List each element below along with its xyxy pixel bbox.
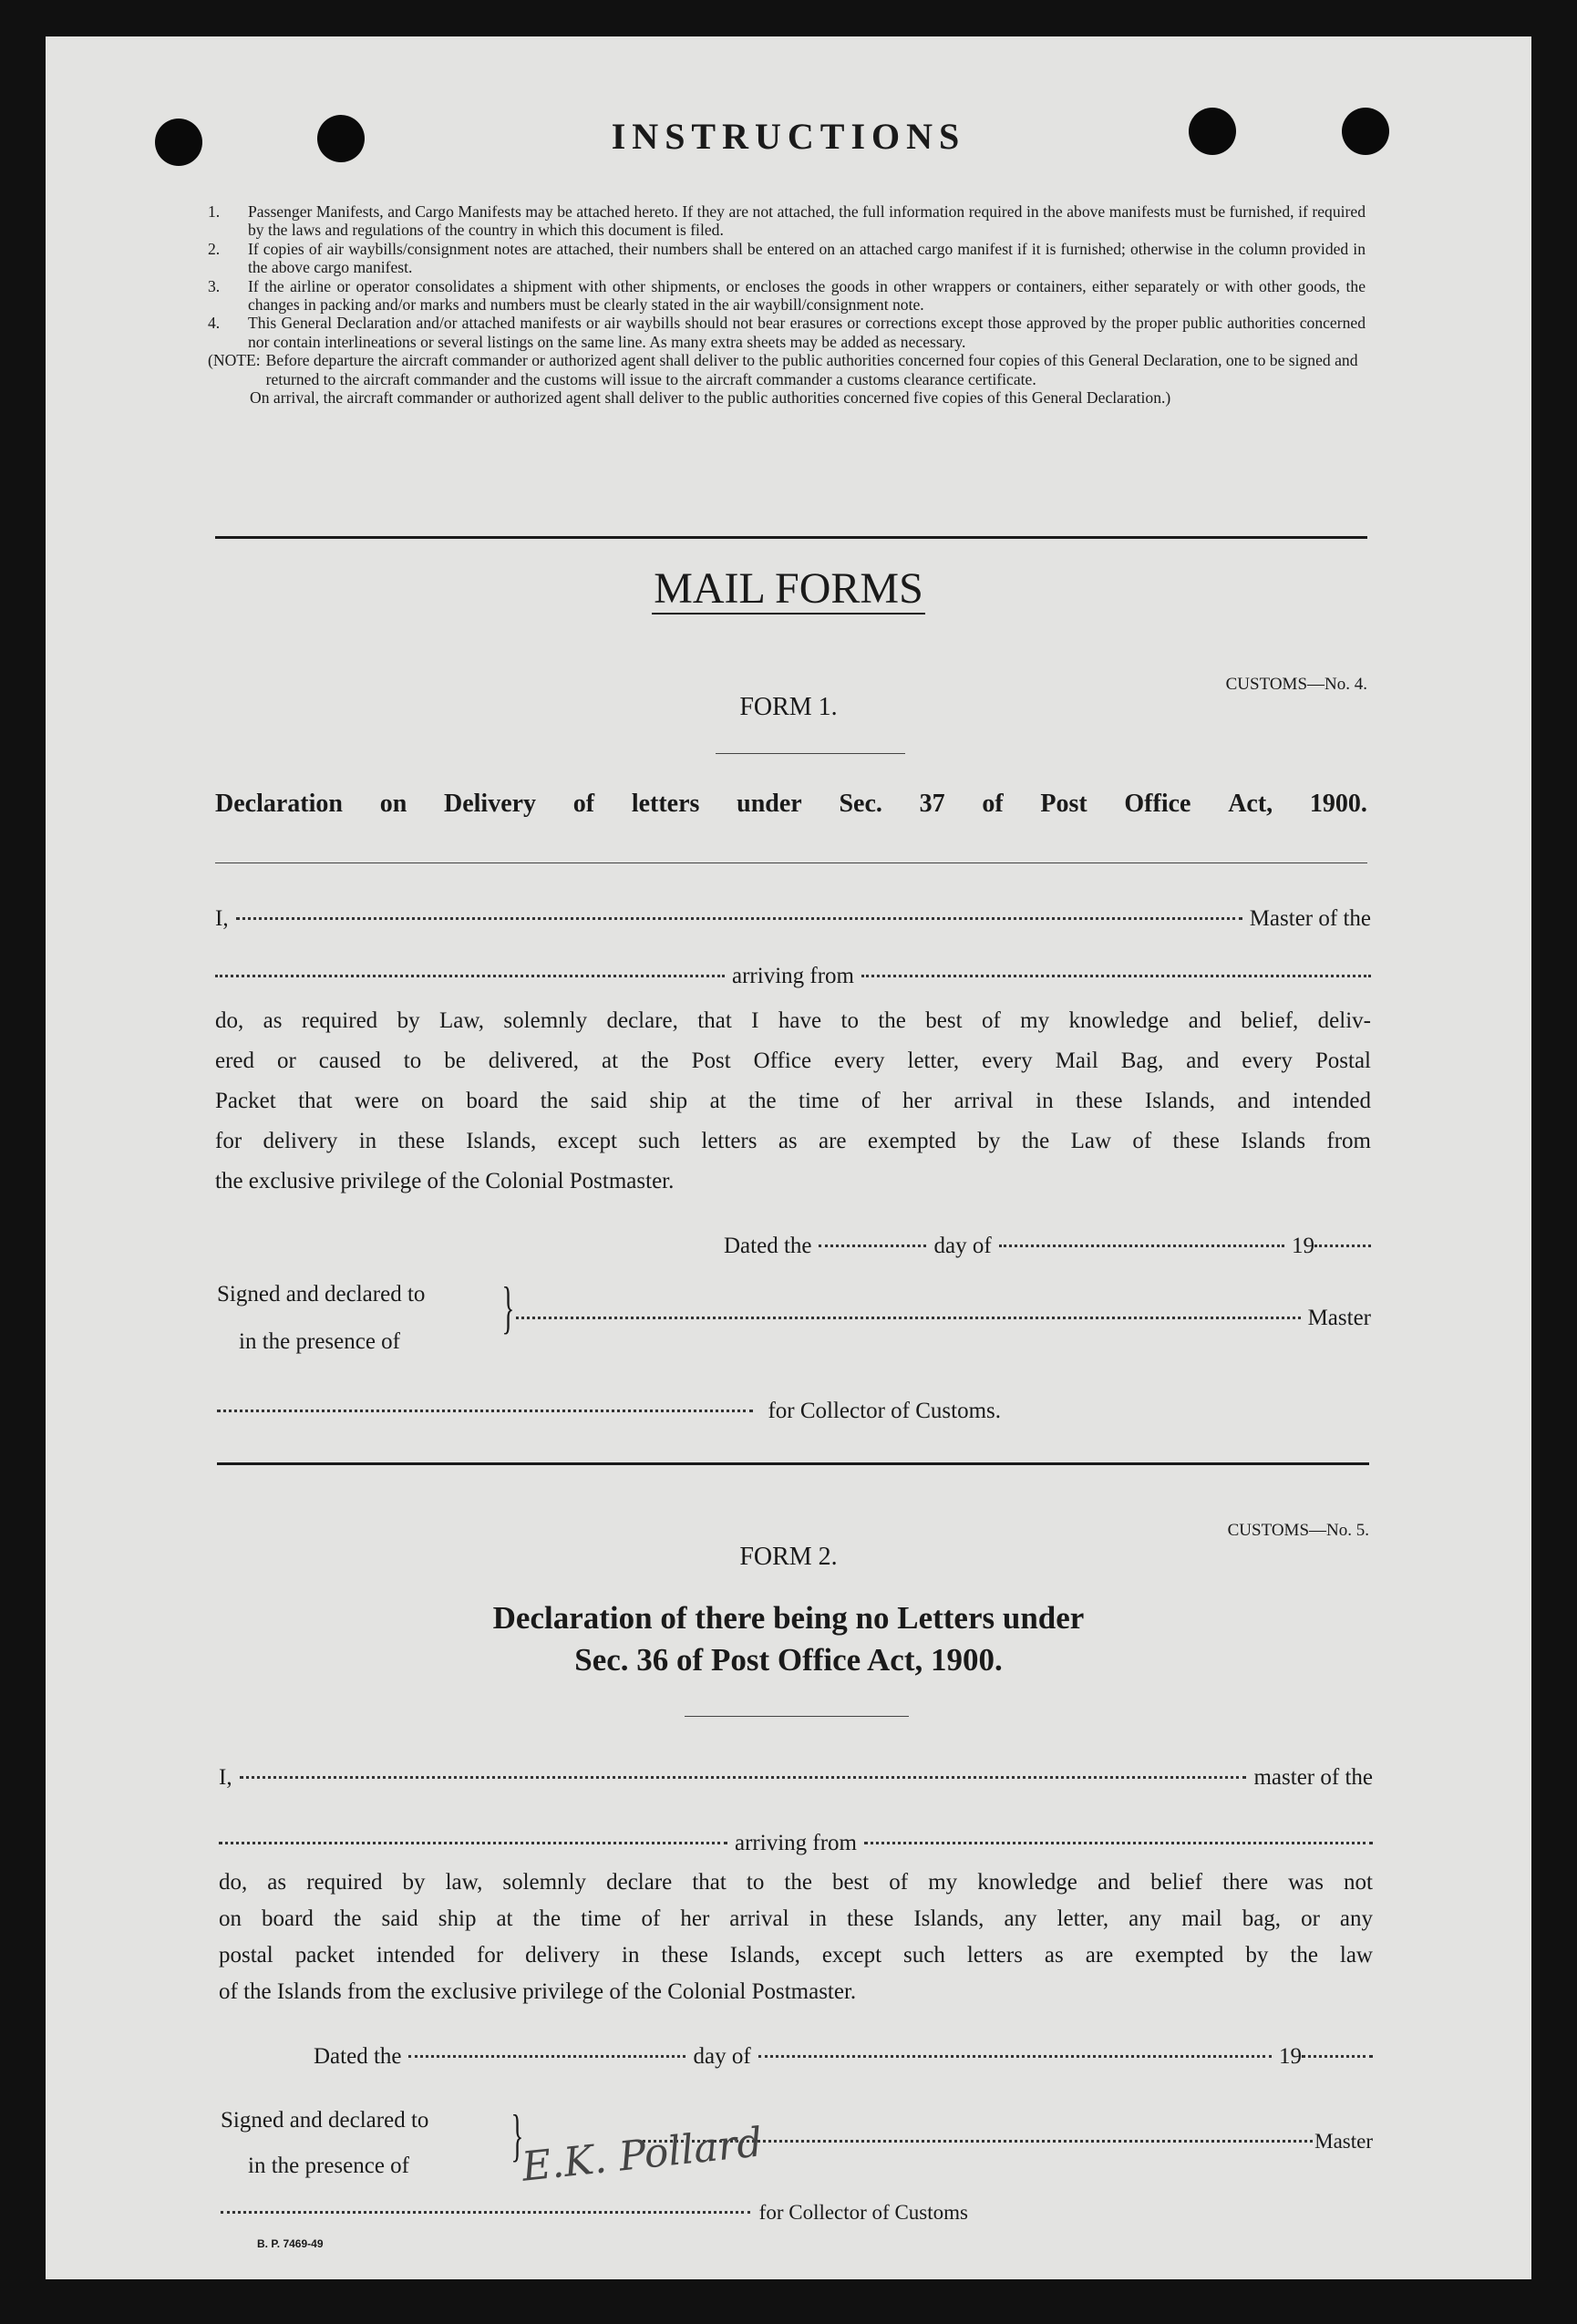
- form2-year-field[interactable]: [1302, 2055, 1373, 2058]
- form2-declaration-body: [219, 1864, 1373, 2010]
- instructions-title: INSTRUCTIONS: [611, 116, 966, 157]
- form1-decl-word: Declaration: [215, 790, 343, 818]
- body-line: the exclusive privilege of the Colonial Postmaster.: [215, 1169, 675, 1193]
- form1-signed-line2: in the presence of: [239, 1329, 401, 1354]
- form2-signed-line2: in the presence of: [248, 2154, 410, 2178]
- form2-dated-the: Dated the: [314, 2044, 402, 2069]
- form1-decl-word: Sec.: [839, 790, 882, 818]
- form1-date-field[interactable]: [819, 1245, 926, 1247]
- form1-day-of: day of: [933, 1234, 992, 1258]
- form1-customs-number: CUSTOMS—No. 4.: [1225, 675, 1367, 694]
- form2-name-row: [219, 1765, 1373, 1791]
- form1-decl-word: of: [572, 790, 595, 818]
- form1-i-label: I,: [215, 906, 229, 931]
- item-number: 4.: [208, 314, 221, 333]
- instruction-item: [208, 277, 1366, 315]
- form1-decl-word: Post: [1040, 790, 1087, 818]
- form1-signed-line1: Signed and declared to: [217, 1282, 426, 1307]
- form1-arriving-row: [215, 964, 1371, 989]
- form1-collector-label: for Collector of Customs.: [768, 1399, 1001, 1423]
- form1-label: FORM 1.: [739, 693, 838, 721]
- form2-origin-field[interactable]: [864, 1842, 1373, 1844]
- form1-underline: [716, 753, 905, 754]
- body-line: ered or caused to be delivered, at the Post Office every letter, every Mail Bag, and every Postal: [215, 1048, 1371, 1073]
- signature-text: E.K. Pollard: [520, 2119, 765, 2191]
- form1-ship-field[interactable]: [215, 975, 725, 977]
- form2-name-field[interactable]: [240, 1776, 1247, 1779]
- form2-day-of: day of: [693, 2044, 751, 2069]
- mail-forms-title: [0, 563, 1577, 614]
- form1-master-signature-field[interactable]: [516, 1317, 1301, 1319]
- body-line: of the Islands from the exclusive privilege of the Colonial Postmaster.: [219, 1979, 857, 2004]
- form2-underline: [685, 1716, 909, 1717]
- item-text: This General Declaration and/or attached manifests or air waybills should not bear erasures or corrections except those approved by the proper public authorities concerned nor contain interlineations or several listings on the same line. As many extra sheets may be added as necessary.: [248, 314, 1366, 351]
- form1-origin-field[interactable]: [861, 975, 1371, 977]
- note-label: (NOTE:: [208, 351, 261, 370]
- body-line: for delivery in these Islands, except such letters as are exempted by the Law of these Islands from: [215, 1129, 1371, 1153]
- instruction-item: [208, 240, 1366, 277]
- form1-brace: }: [501, 1275, 515, 1339]
- item-text: Passenger Manifests, and Cargo Manifests may be attached hereto. If they are not attached, the full information required in the above manifests must be furnished, if required by the laws and regulations of the country in which this document is filed.: [248, 202, 1366, 240]
- item-number: 2.: [208, 239, 221, 258]
- form1-collector-signature-field[interactable]: [217, 1410, 753, 1412]
- form2-decl-line: Sec. 36 of Post Office Act, 1900.: [574, 1642, 1003, 1678]
- form1-master-sign-row: [516, 1306, 1371, 1331]
- form2-arriving-row: [219, 1831, 1373, 1856]
- form1-decl-word: Office: [1124, 790, 1191, 818]
- form1-month-field[interactable]: [999, 1245, 1284, 1247]
- form2-ship-field[interactable]: [219, 1842, 727, 1844]
- form1-master-label: Master: [1307, 1306, 1371, 1330]
- body-line: on board the said ship at the time of her arrival in these Islands, any letter, any mail bag, or any: [219, 1906, 1373, 1931]
- form2-label: FORM 2.: [739, 1543, 838, 1571]
- form2-collector-row: [221, 2201, 968, 2225]
- section-divider: [215, 536, 1367, 539]
- item-text: If the airline or operator consolidates a shipment with other shipments, or encloses the goods in other wrappers or containers, either separately or with other goods, the changes in packing and/or marks and numbers must be clearly stated in the air waybill/consignment note.: [248, 276, 1366, 315]
- instruction-item: [208, 202, 1366, 240]
- form2-date-field[interactable]: [408, 2055, 685, 2058]
- form1-declaration-title: [215, 790, 1367, 819]
- instructions-list: [208, 202, 1366, 407]
- body-line: do, as required by Law, solemnly declare, that I have to the best of my knowledge and belief, deliv-: [215, 1008, 1371, 1033]
- body-line: do, as required by law, solemnly declare that to the best of my knowledge and belief there was not: [219, 1870, 1373, 1895]
- form1-decl-word: 37: [919, 790, 945, 818]
- form2-dated-row: [314, 2044, 1373, 2070]
- form2-arriving-from: arriving from: [735, 1831, 857, 1855]
- form2-i-label: I,: [219, 1765, 232, 1790]
- form2-collector-signature-field[interactable]: [221, 2211, 750, 2214]
- form2-signed-line1: Signed and declared to: [221, 2108, 429, 2133]
- form1-decl-word: Act,: [1228, 790, 1273, 818]
- form1-year-field[interactable]: [1314, 1245, 1371, 1247]
- form1-decl-word: of: [982, 790, 1004, 818]
- note-arrival-text: On arrival, the aircraft commander or authorized agent shall deliver to the public authorities concerned five copies of this General Declaration.): [250, 388, 1171, 408]
- form1-name-row: [215, 906, 1371, 932]
- item-text: If copies of air waybills/consignment notes are attached, their numbers shall be entered on an attached cargo manifest if it is furnished; otherwise in the column provided in the above cargo manifest.: [248, 239, 1366, 277]
- note-block: [208, 351, 1366, 388]
- form2-customs-number: CUSTOMS—No. 5.: [1227, 1521, 1369, 1540]
- note-text: Before departure the aircraft commander or authorized agent shall deliver to the public authorities concerned four copies of this General Declaration, one to be signed and returned to the aircraft commander and the customs will issue to the aircraft commander a customs clearance certificate.: [265, 351, 1358, 388]
- form1-dated-row: [724, 1234, 1371, 1259]
- form1-master-of-the: Master of the: [1249, 906, 1371, 931]
- form1-decl-word: letters: [631, 790, 700, 818]
- form2-month-field[interactable]: [758, 2055, 1272, 2058]
- form1-dated-the: Dated the: [724, 1234, 812, 1258]
- form1-year: 19: [1292, 1234, 1314, 1258]
- form2-decl-line: Declaration of there being no Letters under: [492, 1600, 1085, 1636]
- form1-decl-word: under: [737, 790, 802, 818]
- form2-declaration-title: [0, 1597, 1577, 1681]
- form2-master-of-the: master of the: [1253, 1765, 1373, 1790]
- form2-brace: }: [510, 2102, 524, 2167]
- item-number: 3.: [208, 276, 221, 295]
- body-line: postal packet intended for delivery in these Islands, except such letters as are exempted by the law: [219, 1943, 1373, 1968]
- form1-decl-word: Delivery: [443, 790, 537, 818]
- form1-arriving-from: arriving from: [732, 964, 854, 988]
- section-divider: [217, 1462, 1369, 1465]
- item-number: 1.: [208, 202, 221, 221]
- body-line: Packet that were on board the said ship at the time of her arrival in these Islands, and intended: [215, 1089, 1371, 1113]
- form1-rule: [215, 862, 1367, 863]
- mail-forms-title-text: MAIL FORMS: [654, 564, 923, 613]
- form2-master-label: Master: [1314, 2130, 1373, 2153]
- form1-collector-row: [217, 1399, 1001, 1424]
- form1-decl-word: 1900.: [1309, 790, 1367, 818]
- form2-collector-label: for Collector of Customs: [758, 2201, 968, 2224]
- form2-year: 19: [1279, 2044, 1302, 2069]
- instruction-item: [208, 314, 1366, 351]
- form1-name-field[interactable]: [236, 917, 1242, 920]
- form1-declaration-body: [215, 1001, 1371, 1202]
- form1-decl-word: on: [379, 790, 407, 818]
- printer-code: B. P. 7469-49: [257, 2237, 324, 2250]
